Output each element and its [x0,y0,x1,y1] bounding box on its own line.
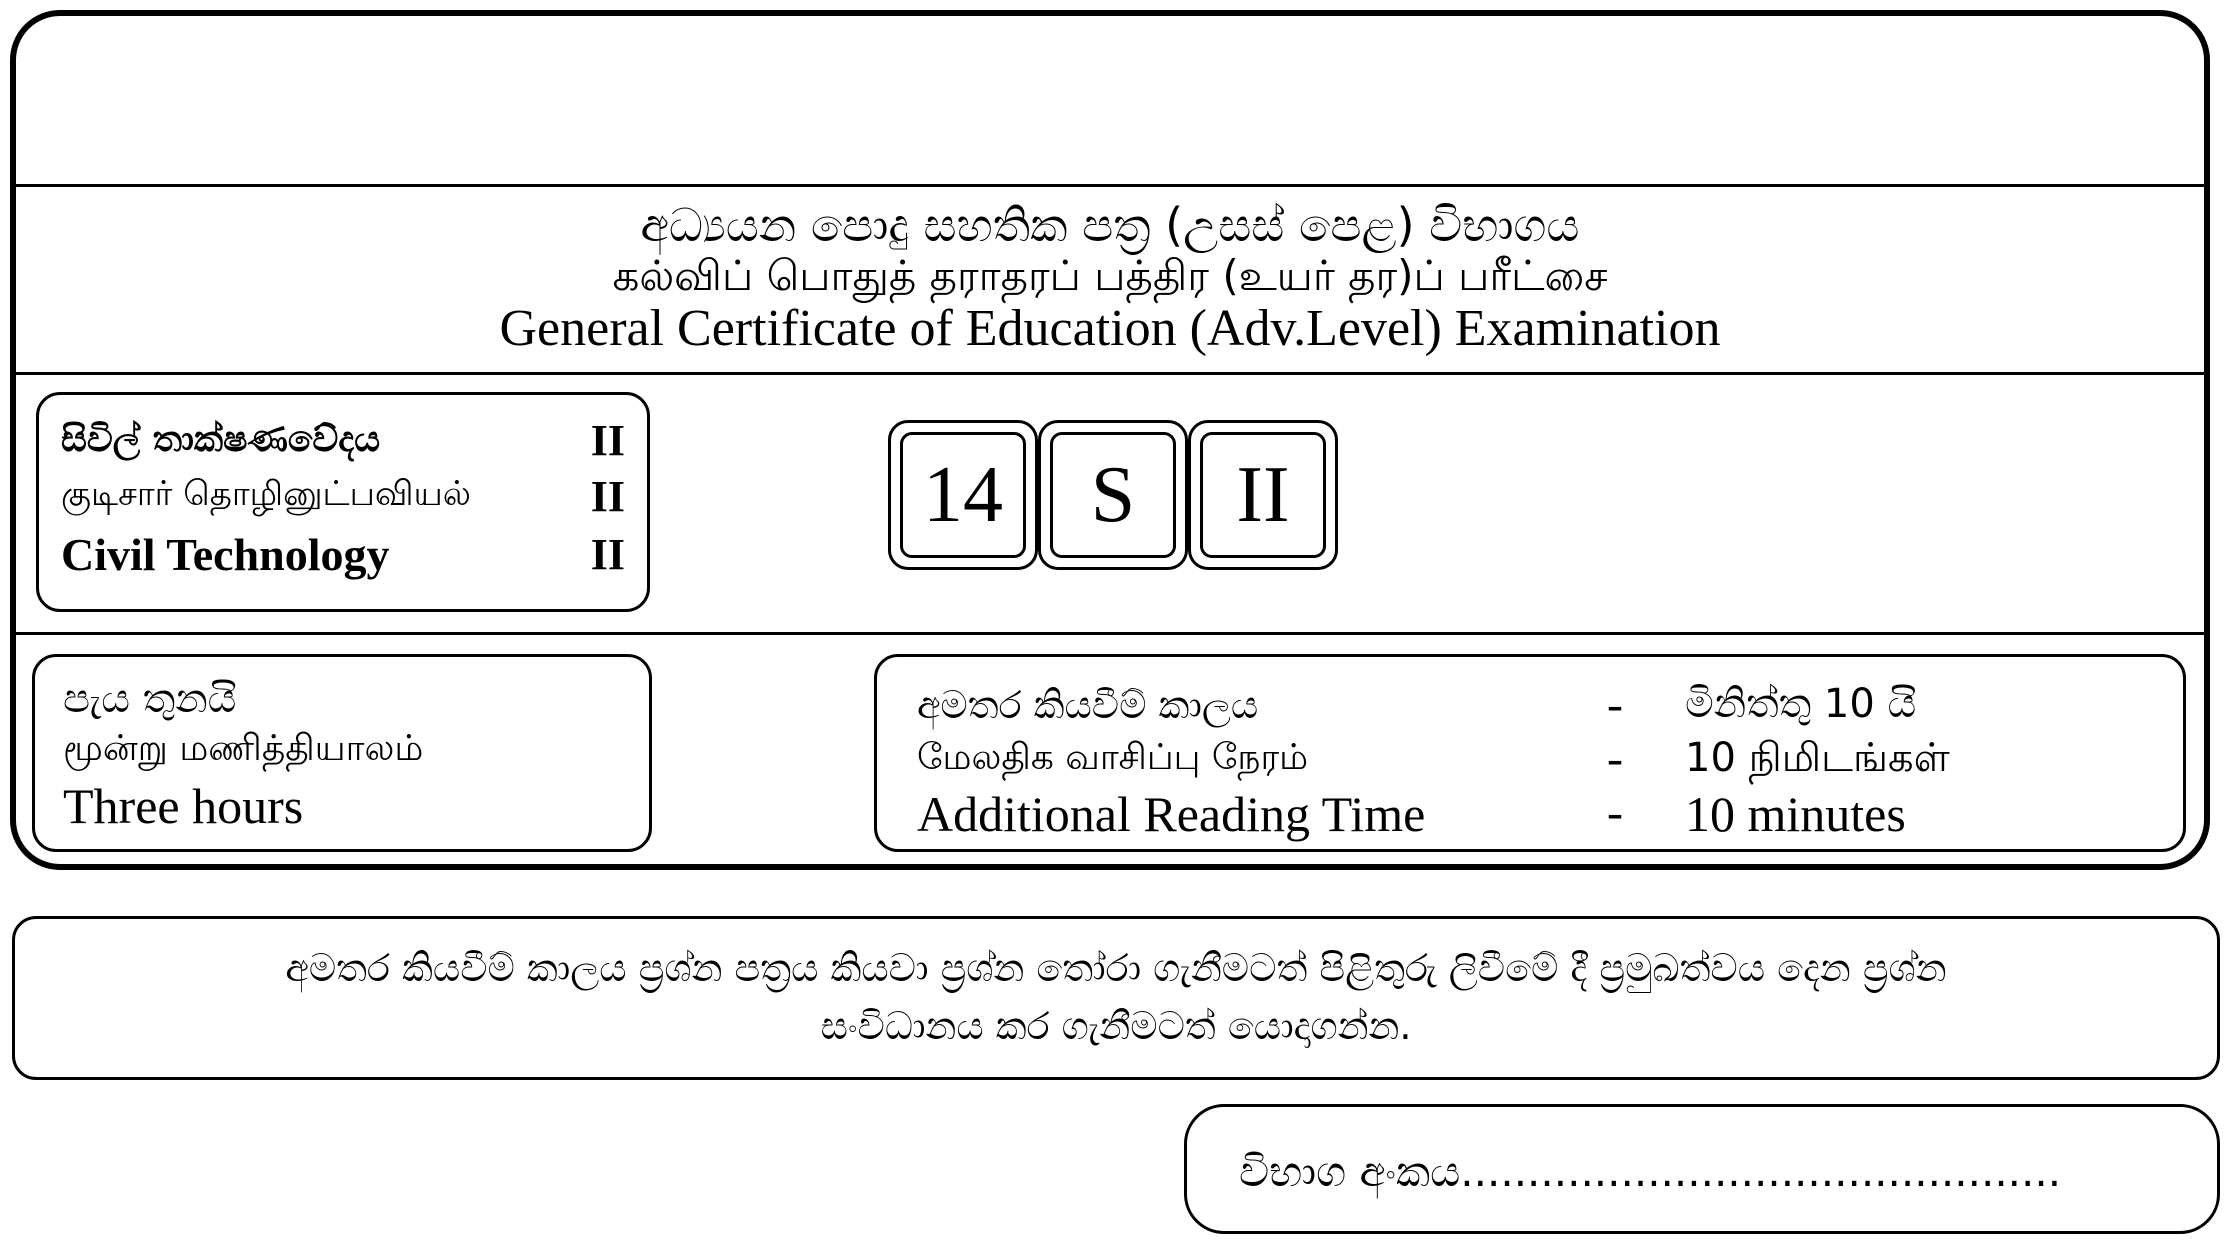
reading-time-label: අමතර කියවීම් කාලය [917,683,1259,727]
index-number-field[interactable] [1239,1147,2062,1196]
paper-code-group [888,420,1338,570]
paper-code-medium: S [1050,432,1176,558]
paper-code-box-part [1188,420,1338,570]
duration-box [32,654,652,852]
subject-part: II [590,415,625,465]
exam-title-sinhala: අධ්‍යයන පොදු සහතික පත්‍ර (උසස් පෙළ) විභාගය [640,198,1580,252]
reading-time-label: Additional Reading Time [917,786,1426,842]
subject-row-english [61,529,625,579]
exam-title-tamil: கல்விப் பொதுத் தராதரப் பத்திர (உயர் தர)ப் பரீட்சை [612,251,1608,300]
subject-label-sinhala: සිවිල් තාක්ෂණවේදය [61,419,381,460]
reading-time-value: 10 நிமிடங்கள் [1685,735,1950,781]
reading-time-row-sinhala [917,677,2163,733]
reading-time-value: 10 minutes [1685,786,1906,842]
reading-time-value: මිනිත්තු 10 යි [1685,681,1917,727]
instruction-box [12,916,2220,1080]
index-number-label: විභාග අංකය [1239,1147,1461,1196]
index-number-dots: ............................................. [1460,1147,2062,1196]
divider-top [10,184,2210,187]
instruction-line-2: සංවිධානය කර ගැනීමටත් යොදාගන්න. [820,1004,1412,1048]
subject-label-english: Civil Technology [61,528,390,580]
duration-english: Three hours [63,778,304,834]
subject-row-sinhala [61,415,625,465]
reading-time-box [874,654,2186,852]
divider-middle [10,372,2210,375]
reading-time-dash: - [1607,678,1623,731]
reading-time-label: மேலதிக வாசிப்பு நேரம் [917,737,1309,778]
exam-title-english: General Certificate of Education (Adv.Level) Examination [499,300,1721,357]
subject-part: II [590,471,625,521]
duration-sinhala: පැය තුනයි [63,676,237,722]
paper-code-part: II [1200,432,1326,558]
instruction-line-1: අමතර කියවීම් කාලය ප්‍රශ්න පත්‍රය කියවා ප්‍රශ්න තෝරා ගැනීමටත් පිළිතුරු ලිවීමේ දී ප්‍රමුඛත්වය දෙන ප්‍රශ්න [285,946,1947,990]
paper-code-box-medium [1038,420,1188,570]
paper-code-subject: 14 [900,432,1026,558]
reading-time-row-tamil [917,731,2163,787]
duration-tamil: மூன்று மணித்தியாலம் [63,728,424,769]
subject-label-tamil: குடிசார் தொழினுட்பவியல் [61,474,471,514]
subject-part: II [590,529,625,579]
exam-title-block [10,194,2210,372]
reading-time-row-english [917,785,2163,841]
reading-time-dash: - [1607,786,1623,839]
subject-box [36,392,650,612]
subject-row-tamil [61,471,625,521]
divider-lower [10,632,2210,635]
paper-code-box-subject [888,420,1038,570]
reading-time-dash: - [1607,732,1623,785]
index-number-box [1184,1104,2220,1234]
